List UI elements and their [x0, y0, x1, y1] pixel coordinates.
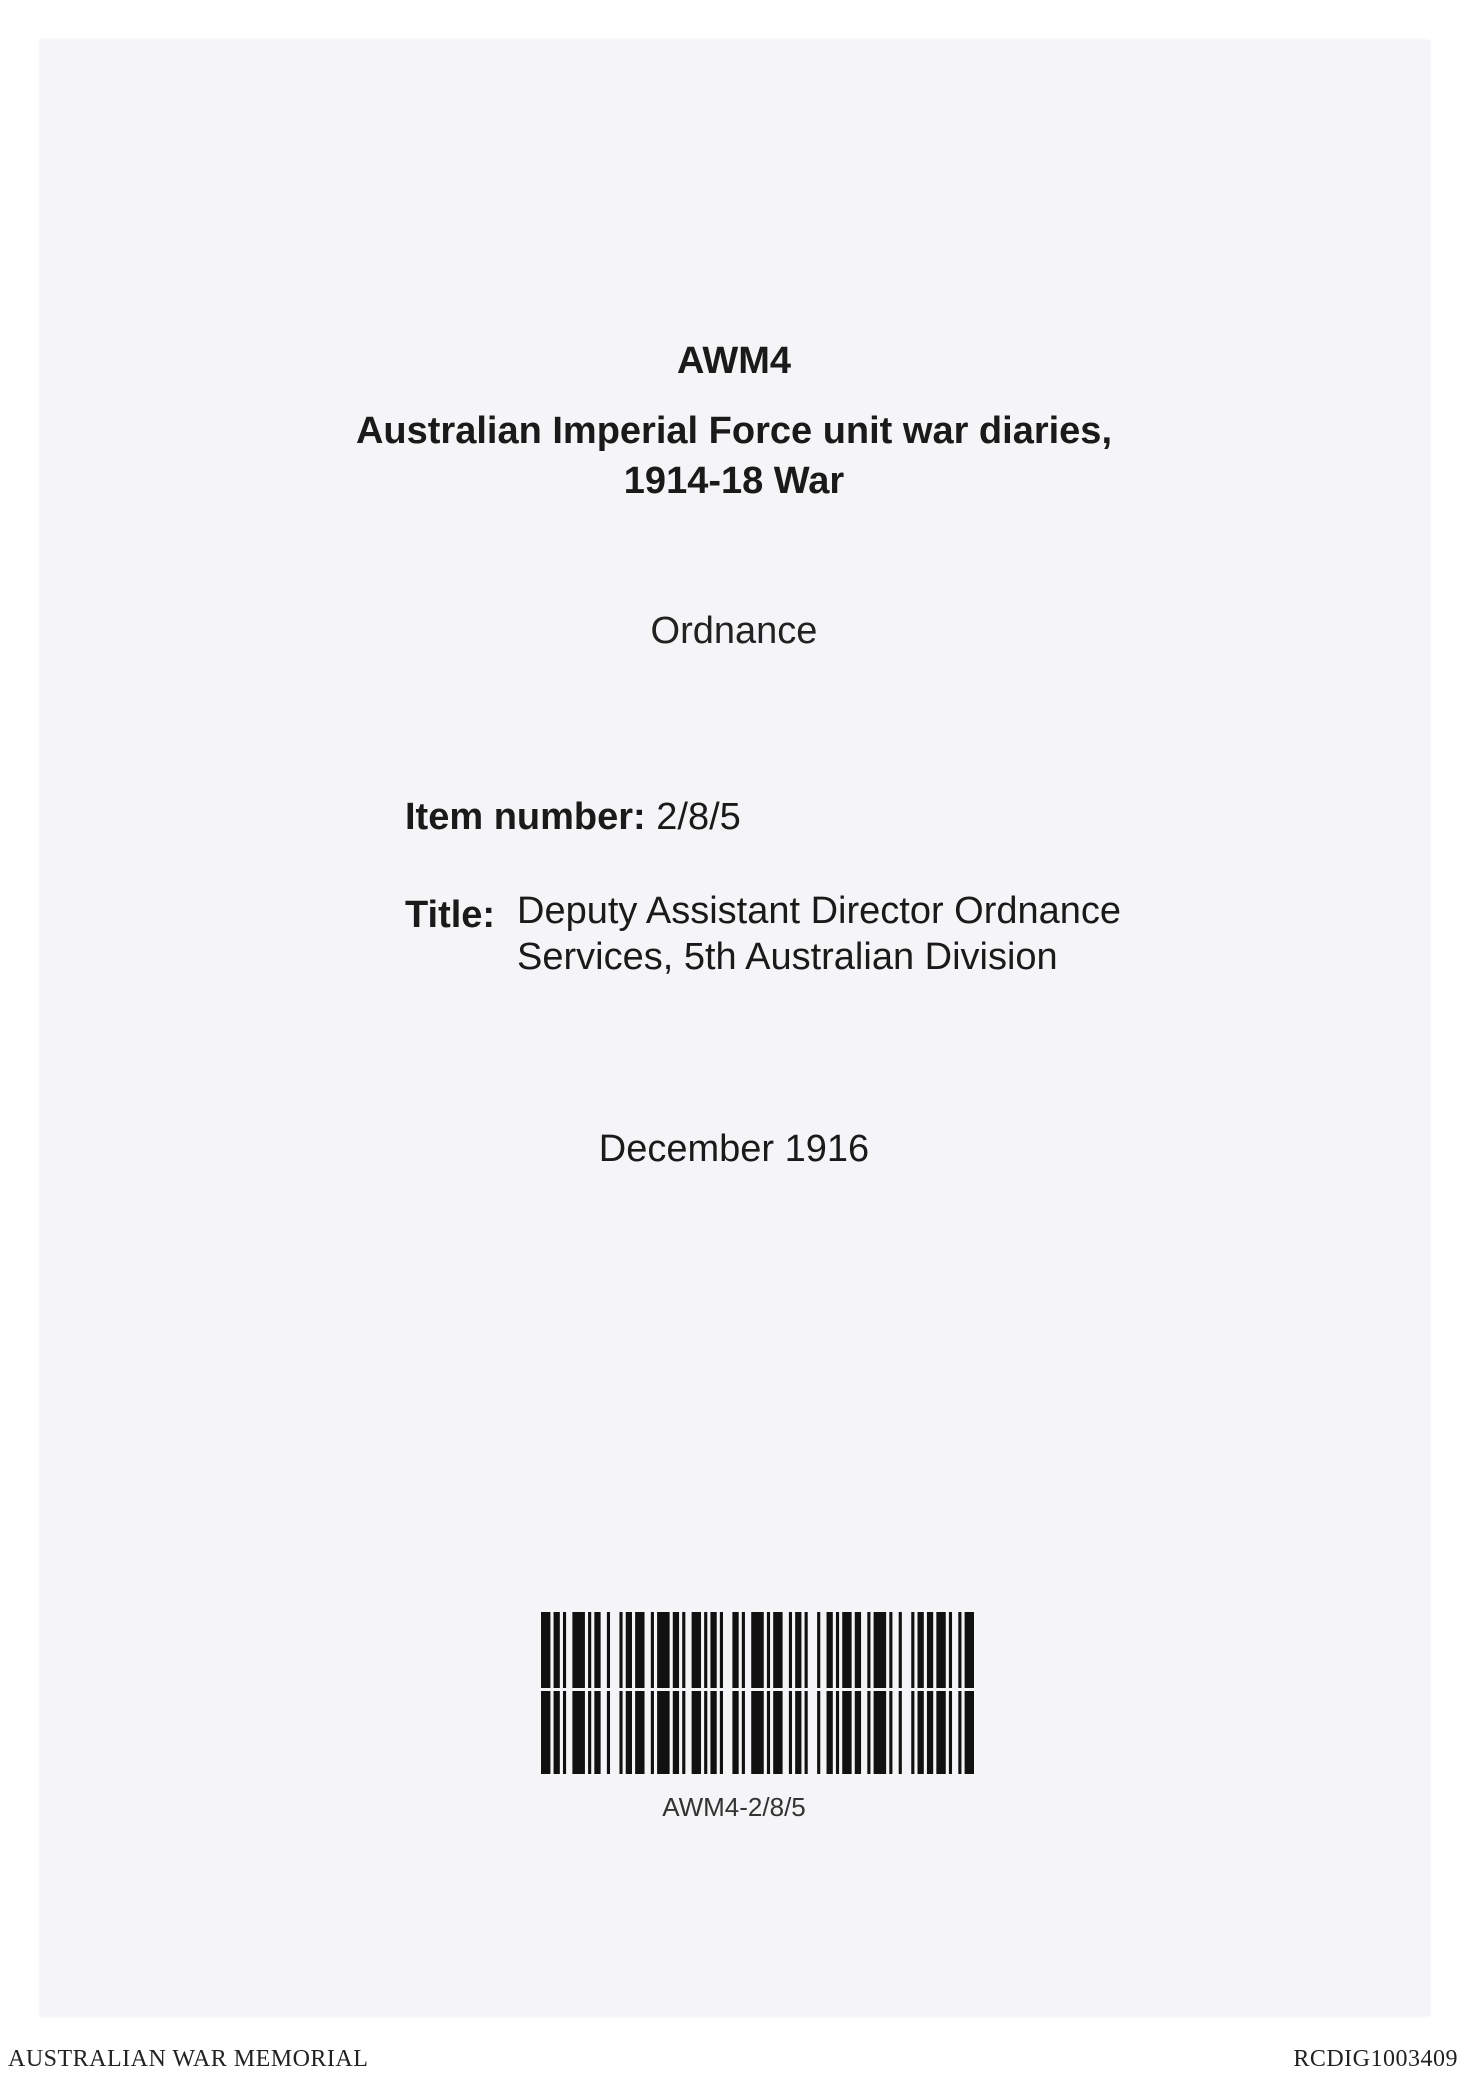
- barcode-bar: [911, 1612, 914, 1774]
- barcode-bar: [673, 1612, 679, 1774]
- date: December 1916: [598, 1128, 870, 1170]
- barcode-bar: [742, 1612, 745, 1774]
- barcode-bar: [874, 1612, 887, 1774]
- category: Ordnance: [650, 610, 818, 652]
- barcode-bar: [682, 1612, 685, 1774]
- barcode-bar: [626, 1612, 632, 1774]
- barcode-bar: [795, 1612, 801, 1774]
- barcode-bar: [889, 1612, 892, 1774]
- barcode-bar: [918, 1612, 924, 1774]
- barcode-bar: [789, 1612, 792, 1774]
- title-block: [405, 888, 1237, 980]
- barcode: [541, 1612, 974, 1774]
- title-value: [517, 888, 1237, 980]
- title-line-2: Services, 5th Australian Division: [517, 936, 1058, 978]
- barcode-bar: [657, 1612, 670, 1774]
- barcode-bar: [867, 1612, 870, 1774]
- barcode-bar: [927, 1612, 933, 1774]
- barcode-bar: [541, 1612, 550, 1774]
- barcode-bar: [704, 1612, 707, 1774]
- item-number-label: Item number:: [405, 796, 646, 838]
- barcode-bar: [692, 1612, 701, 1774]
- barcode-bar: [554, 1612, 560, 1774]
- barcode-bar: [751, 1612, 764, 1774]
- series-title-line-2: 1914-18 War: [623, 460, 845, 502]
- barcode-bar: [710, 1612, 716, 1774]
- series-code: AWM4: [677, 340, 791, 382]
- barcode-bar: [635, 1612, 644, 1774]
- item-number: [405, 796, 741, 839]
- barcode-bar: [572, 1612, 585, 1774]
- barcode-bar: [817, 1612, 820, 1774]
- barcode-bar: [965, 1612, 974, 1774]
- footer-left: AUSTRALIAN WAR MEMORIAL: [8, 2046, 369, 2072]
- barcode-bar: [767, 1612, 770, 1774]
- item-number-value: 2/8/5: [656, 796, 741, 838]
- barcode-bar: [936, 1612, 945, 1774]
- barcode-bar: [842, 1612, 851, 1774]
- barcode-bar: [588, 1612, 591, 1774]
- barcode-bar: [651, 1612, 654, 1774]
- barcode-bar: [773, 1612, 782, 1774]
- title-line-1: Deputy Assistant Director Ordnance: [517, 890, 1122, 932]
- barcode-bar: [855, 1612, 861, 1774]
- barcode-bar: [732, 1612, 738, 1774]
- barcode-bar: [805, 1612, 808, 1774]
- barcode-bar: [619, 1612, 622, 1774]
- barcode-bar: [563, 1612, 566, 1774]
- series-title-line-1: Australian Imperial Force unit war diaries,: [355, 410, 1112, 452]
- barcode-divider: [541, 1688, 974, 1691]
- barcode-bar: [899, 1612, 902, 1774]
- barcode-bar: [594, 1612, 600, 1774]
- title-label: Title:: [405, 894, 496, 936]
- barcode-bar: [607, 1612, 610, 1774]
- barcode-bar: [958, 1612, 961, 1774]
- barcode-bar: [720, 1612, 723, 1774]
- barcode-text: AWM4-2/8/5: [662, 1792, 806, 1822]
- barcode-bar: [836, 1612, 839, 1774]
- barcode-bar: [827, 1612, 833, 1774]
- series-title: [0, 406, 1468, 506]
- footer-right: RCDIG1003409: [1293, 2046, 1458, 2072]
- barcode-bar: [949, 1612, 952, 1774]
